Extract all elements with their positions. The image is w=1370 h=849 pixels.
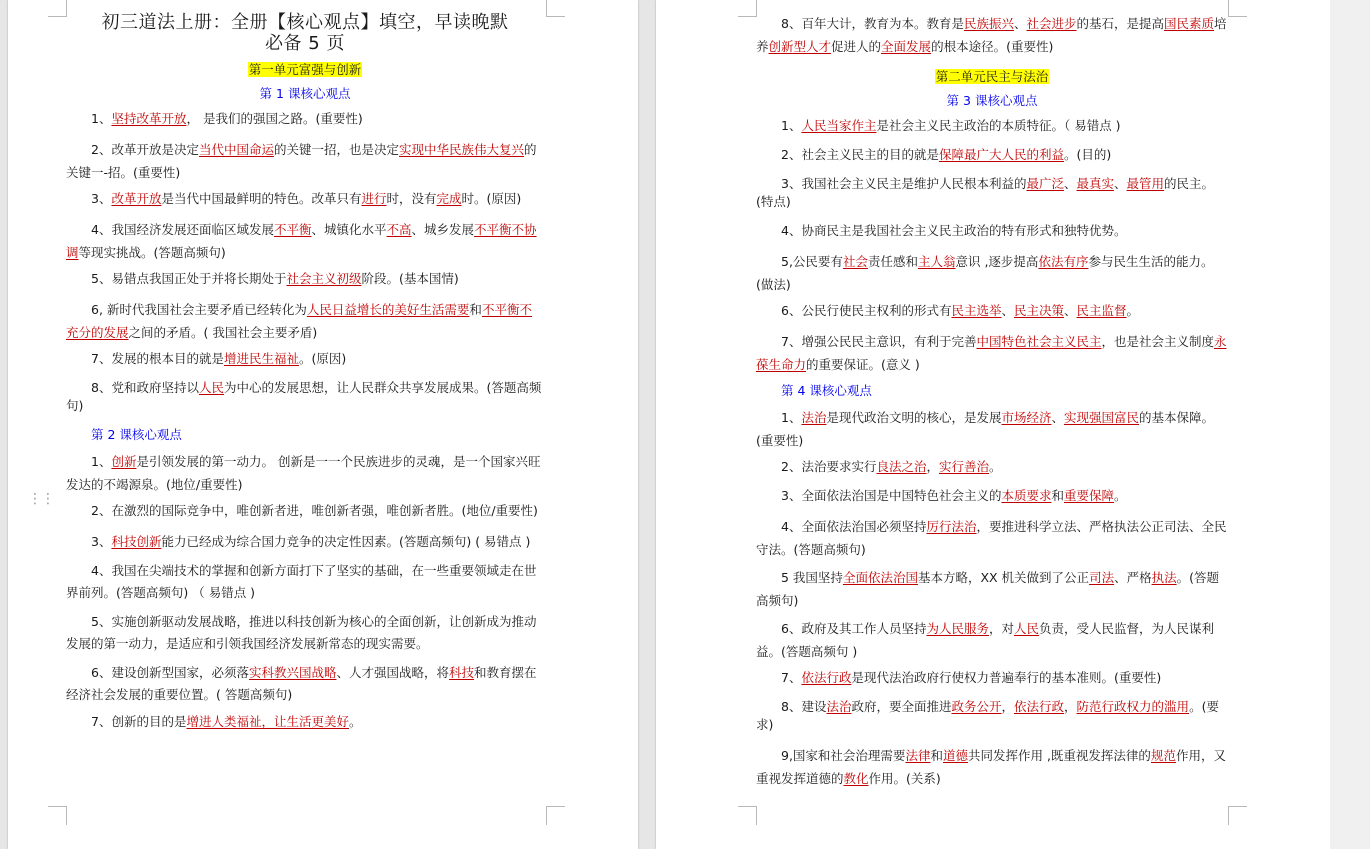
paragraph-text: 、 — [1001, 303, 1014, 318]
key-point-paragraph — [756, 618, 1228, 663]
key-point-paragraph — [756, 251, 1228, 296]
paragraph-text: 5 我国坚持 — [781, 570, 843, 585]
paragraph-text: 是当代中国最鲜明的特色。改革只有 — [161, 191, 362, 206]
fill-blank-answer: 民族振兴 — [963, 16, 1014, 31]
paragraph-text: 6、建设创新型国家，必须落 — [91, 664, 249, 680]
fill-blank-answer: 坚持改革开放 — [111, 111, 187, 126]
fill-blank-answer: 人民 — [1014, 621, 1040, 636]
fill-blank-answer: 良法之治 — [876, 459, 927, 474]
paragraph-text: 基本方略，XX 机关做到了公正 — [917, 570, 1090, 585]
fill-blank-answer: 完成 — [436, 191, 462, 206]
key-point-paragraph — [66, 190, 544, 208]
paragraph-text: 1、 — [91, 454, 112, 469]
fill-blank-answer: 人民日益增长的美好生活需要 — [306, 302, 470, 317]
title-line: 初三道法上册：全册【核心观点】填空，早读晚默 — [101, 12, 509, 33]
paragraph-text: 是引领发展的第一动力。 创新是一一个民族进步的灵魂，是一个国家兴旺发达的不竭源泉。(地位/重要性) — [66, 454, 541, 492]
paragraph-text: 8、百年大计，教育为本。教育是 — [781, 16, 964, 31]
paragraph-text: 9,国家和社会治理需要 — [781, 748, 906, 763]
fill-blank-answer: 司法 — [1089, 570, 1115, 585]
paragraph-text: 的关键一招，也是决定 — [273, 142, 399, 157]
paragraph-text: 3、我国社会主义民主是维护人民根本利益的 — [781, 176, 1027, 191]
paragraph-text: 时。(原因) — [461, 191, 522, 206]
fill-blank-answer: 实科教兴国战略 — [248, 664, 337, 680]
fill-blank-answer: 实行善治 — [939, 459, 990, 474]
paragraph-text: ，对 — [988, 621, 1014, 636]
fill-blank-answer: 重要保障 — [1064, 488, 1115, 503]
fill-blank-answer: 最真实 — [1076, 176, 1115, 191]
paragraph-text: ， — [1064, 699, 1077, 714]
fill-blank-answer: 人民当家作主 — [801, 118, 877, 133]
key-point-paragraph — [756, 669, 1228, 687]
page-corner-mark — [1228, 806, 1247, 825]
unit-heading — [756, 68, 1228, 86]
page-corner-mark — [738, 0, 757, 17]
page-content — [66, 0, 544, 742]
page-corner-mark — [738, 806, 757, 825]
key-point-paragraph — [66, 139, 544, 184]
scrollbar-track[interactable] — [1330, 0, 1370, 849]
paragraph-text: 5、易错点我国正处于并将长期处于 — [91, 271, 287, 286]
paragraph-text: 。 — [1126, 303, 1140, 318]
paragraph-text: 、城乡发展 — [411, 222, 475, 237]
page-corner-mark — [48, 0, 67, 17]
key-point-paragraph — [756, 487, 1228, 505]
document-page-left — [8, 0, 638, 849]
unit-heading-text: 第二单元民主与法治 — [935, 69, 1049, 84]
paragraph-text: 8、建设 — [781, 699, 827, 714]
fill-blank-answer: 社会 — [842, 254, 868, 269]
lesson-heading: 第 2 课核心观点 — [91, 427, 182, 442]
fill-blank-answer: 人民 — [198, 380, 224, 395]
key-point-paragraph — [756, 516, 1228, 561]
key-point-paragraph — [66, 713, 544, 731]
page-corner-mark — [546, 0, 565, 17]
fill-blank-answer: 民主决策 — [1014, 303, 1065, 318]
key-point-paragraph — [66, 502, 544, 520]
paragraph-text: ， — [926, 459, 939, 474]
fill-blank-answer: 进行 — [361, 191, 387, 206]
key-point-paragraph — [66, 110, 544, 128]
key-point-paragraph — [66, 560, 544, 605]
fill-blank-answer: 当代中国命运 — [198, 142, 274, 157]
paragraph-text: 培养 — [756, 16, 1227, 54]
paragraph-text: 和 — [469, 302, 482, 317]
paragraph-text: 的关键一-招。(重要性) — [66, 142, 537, 180]
fill-blank-answer: 法律 — [905, 748, 931, 763]
paragraph-text: 、 — [1013, 16, 1027, 31]
paragraph-text: 参与民生生活的能力。(做法) — [756, 254, 1214, 292]
paragraph-text: 、严格 — [1114, 570, 1152, 585]
fill-blank-answer: 改革开放 — [111, 191, 162, 206]
lesson3-list — [756, 117, 1228, 376]
paragraph-text: 2、在激烈的国际竞争中，唯创新者进，唯创新者强，唯创新者胜。(地位/重要性) — [91, 503, 538, 518]
paragraph-text: 和 — [930, 748, 943, 763]
paragraph-text: ，要推进科学立法、严格执法公正司法、全民守法。(答题高频句) — [756, 519, 1227, 557]
fill-blank-answer: 不平衡 — [273, 222, 312, 237]
paragraph-text: 负责，受人民监督，为人民谋利益。(答题高频句 ) — [756, 621, 1215, 659]
paragraph-text: 的根本途径。(重要性) — [931, 38, 1054, 54]
fill-blank-answer: 防范行政权力的滥用 — [1076, 699, 1190, 714]
fill-blank-answer: 民主监督 — [1076, 303, 1127, 318]
key-point-paragraph — [756, 567, 1228, 612]
paragraph-text: 等现实挑战。(答题高频句) — [78, 244, 226, 260]
key-point-paragraph — [66, 611, 544, 656]
paragraph-text: 。(答题高频句) — [756, 570, 1219, 608]
key-point-paragraph — [66, 379, 544, 415]
fill-blank-answer: 社会进步 — [1026, 16, 1077, 31]
fill-blank-answer: 法治 — [801, 410, 827, 425]
paragraph-text: 4、全面依法治国必须坚持 — [781, 519, 927, 534]
unit-heading — [66, 61, 544, 79]
key-point-paragraph — [66, 219, 544, 264]
paragraph-text: 3、全面依法治国是中国特色社会主义的 — [781, 488, 1002, 503]
paragraph-text: 4、协商民主是我国社会主义民主政治的特有形式和独特优势。 — [781, 223, 1127, 238]
paragraph-text: 8、党和政府坚持以 — [91, 380, 199, 395]
paragraph-text: 作用。(关系) — [868, 770, 941, 786]
key-point-paragraph — [756, 117, 1228, 135]
fill-blank-answer: 实现中华民族伟大复兴 — [399, 142, 525, 157]
key-point-paragraph — [66, 451, 544, 496]
fill-blank-answer: 教化 — [843, 770, 869, 786]
fill-blank-answer: 不平衡不协调 — [66, 222, 537, 260]
fill-blank-answer: 为人民服务 — [926, 621, 989, 636]
fill-blank-answer: 主人翁 — [917, 254, 956, 269]
fill-blank-answer: 增进民生福祉 — [223, 351, 299, 366]
fill-blank-answer: 法治 — [826, 699, 852, 714]
paragraph-text: 共同发挥作用 ,既重视发挥法律的 — [967, 748, 1151, 763]
paragraph-text: 1、 — [781, 410, 802, 425]
paragraph-text: 5、实施创新驱动发展战略，推进以科技创新为核心的全面创新，让创新成为推动发展的第一动力，是适应和引领我国经济发展新常态的现实需要。 — [66, 613, 537, 651]
key-point-paragraph — [66, 531, 544, 554]
fill-blank-answer: 保障最广大人民的利益 — [938, 147, 1064, 162]
fill-blank-answer: 依法有序 — [1038, 254, 1089, 269]
key-point-paragraph — [66, 662, 544, 707]
title-line: 必备 5 页 — [265, 33, 345, 54]
carryover-paragraph — [756, 13, 1228, 58]
paragraph-text: 1、 — [781, 118, 802, 133]
paragraph-text: 1、 — [91, 111, 112, 126]
fill-blank-answer: 中国特色社会主义民主 — [976, 334, 1102, 349]
paragraph-text: 5,公民要有 — [781, 254, 843, 269]
paragraph-text: 、 — [1114, 176, 1127, 191]
paragraph-text: 。 — [989, 459, 1002, 474]
key-point-paragraph — [66, 270, 544, 288]
fill-blank-answer: 市场经济 — [1001, 410, 1052, 425]
paragraph-text: 。(要求) — [756, 699, 1219, 732]
paragraph-text: 。(原因) — [298, 351, 347, 366]
paragraph-text: 阶段。(基本国情) — [361, 271, 459, 286]
page-content — [756, 0, 1228, 796]
paragraph-text: 。(目的) — [1063, 147, 1112, 162]
lesson4-list — [756, 407, 1228, 790]
paragraph-text: 3、 — [91, 191, 112, 206]
lesson1-list — [66, 110, 544, 415]
paragraph-text: 的重要保证。(意义 ) — [806, 356, 920, 372]
key-point-paragraph — [756, 13, 1228, 58]
paragraph-text: 、人才强国战略，将 — [336, 664, 449, 680]
key-point-paragraph — [756, 222, 1228, 240]
page-corner-mark — [546, 806, 565, 825]
fill-blank-answer: 不平衡不充分的发展 — [66, 302, 532, 340]
fill-blank-answer: 全面发展 — [881, 38, 932, 54]
paragraph-text: 7、发展的根本目的就是 — [91, 351, 224, 366]
key-point-paragraph — [756, 407, 1228, 452]
lesson-heading: 第 3 课核心观点 — [946, 93, 1038, 108]
key-point-paragraph — [756, 698, 1228, 734]
fill-blank-answer: 执法 — [1151, 570, 1177, 585]
paragraph-text: 的民主。(特点) — [756, 176, 1215, 209]
key-point-paragraph — [756, 302, 1228, 320]
key-point-paragraph — [756, 331, 1228, 376]
key-point-paragraph — [756, 175, 1228, 211]
paragraph-text: 时，没有 — [386, 191, 437, 206]
fill-blank-answer: 政务公开 — [951, 699, 1002, 714]
fill-blank-answer: 民主选举 — [951, 303, 1002, 318]
fill-blank-answer: 厉行法治 — [926, 519, 977, 534]
fill-blank-answer: 本质要求 — [1001, 488, 1052, 503]
fill-blank-answer: 增进人类福祉，让生活更美好 — [186, 713, 349, 729]
paragraph-text: 7、 — [781, 670, 802, 685]
paragraph-text: 是社会主义民主政治的本质特征。（ 易错点 ) — [876, 118, 1121, 133]
key-point-paragraph — [66, 299, 544, 344]
fill-blank-answer: 规范 — [1150, 748, 1176, 763]
paragraph-text: 2、法治要求实行 — [781, 459, 877, 474]
lesson-heading: 第 4 课核心观点 — [781, 383, 872, 398]
paragraph-text: 6、政府及其工作人员坚持 — [781, 621, 927, 636]
paragraph-text: ，也是社会主义制度 — [1101, 334, 1214, 349]
paragraph-text: ， — [1001, 699, 1015, 714]
paragraph-text: 责任感和 — [867, 254, 918, 269]
paragraph-text: 7、增强公民民主意识，有利于完善 — [781, 334, 977, 349]
paragraph-text: 的基石，是提高 — [1076, 16, 1165, 31]
fill-blank-answer: 不高 — [386, 222, 412, 237]
fill-blank-answer: 依法行政 — [1014, 699, 1065, 714]
key-point-paragraph — [66, 350, 544, 368]
paragraph-text: 和 — [1051, 488, 1064, 503]
fill-blank-answer: 创新 — [111, 454, 137, 469]
paragraph-text: 为中心的发展思想，让人民群众共享发展成果。(答题高频句) — [66, 380, 542, 413]
paragraph-text: 的基本保障。(重要性) — [756, 410, 1215, 448]
unit-heading-text: 第一单元富强与创新 — [248, 62, 362, 77]
paragraph-text: 和教育摆在经济社会发展的重要位置。( 答题高频句) — [66, 664, 537, 702]
paragraph-text: 。 — [348, 713, 362, 729]
lesson-heading: 第 1 课核心观点 — [259, 86, 351, 101]
paragraph-text: 能力已经成为综合国力竞争的决定性因素。(答题高频句) ( 易错点 ) — [161, 534, 531, 549]
paragraph-text: 作用，又重视发挥道德的 — [756, 748, 1226, 786]
paragraph-text: 。 — [1114, 488, 1127, 503]
paragraph-text: 4、我国在尖端技术的掌握和创新方面打下了坚实的基础，在一些重要领域走在世界前列。(答题高频句) （ 易错点 ) — [66, 562, 537, 600]
paragraph-text: 是现代法治政府行使权力普遍奉行的基本准则。(重要性) — [851, 670, 1162, 685]
paragraph-text: 6, 新时代我国社会主要矛盾已经转化为 — [91, 302, 307, 317]
key-point-paragraph — [756, 458, 1228, 476]
paragraph-text: 、 — [1064, 303, 1077, 318]
page-corner-mark — [1228, 0, 1247, 17]
paragraph-text: ， 是我们的强国之路。(重要性) — [186, 111, 363, 126]
document-page-right — [656, 0, 1330, 849]
drag-handle-icon[interactable]: ⋮⋮ — [28, 491, 54, 507]
document-title — [66, 12, 544, 54]
fill-blank-answer: 依法行政 — [801, 670, 852, 685]
paragraph-text: 意识 ,逐步提高 — [955, 254, 1039, 269]
paragraph-text: 2、改革开放是决定 — [91, 142, 199, 157]
paragraph-text: 是现代政治文明的核心，是发展 — [826, 410, 1002, 425]
fill-blank-answer: 创新型人才 — [768, 38, 832, 54]
fill-blank-answer: 实现强国富民 — [1064, 410, 1140, 425]
paragraph-text: 、 — [1051, 410, 1065, 425]
paragraph-text: 6、公民行使民主权利的形式有 — [781, 303, 952, 318]
paragraph-text: 、 — [1063, 176, 1077, 191]
paragraph-text: 、城镇化水平 — [311, 222, 387, 237]
lesson2-list — [66, 451, 544, 731]
fill-blank-answer: 道德 — [942, 748, 968, 763]
fill-blank-answer: 国民素质 — [1164, 16, 1215, 31]
paragraph-text: 促进人的 — [831, 38, 882, 54]
key-point-paragraph — [756, 745, 1228, 790]
fill-blank-answer: 科技创新 — [111, 534, 162, 549]
fill-blank-answer: 永葆生命力 — [756, 334, 1227, 372]
fill-blank-answer: 社会主义初级 — [286, 271, 362, 286]
paragraph-text: 3、 — [91, 534, 112, 549]
fill-blank-answer: 科技 — [449, 664, 475, 680]
paragraph-text: 4、我国经济发展还面临区域发展 — [91, 222, 274, 237]
paragraph-text: 7、创新的目的是 — [91, 713, 187, 729]
paragraph-text: 政府，要全面推进 — [851, 699, 952, 714]
paragraph-text: 之间的矛盾。( 我国社会主要矛盾) — [128, 324, 318, 340]
paragraph-text: 2、社会主义民主的目的就是 — [781, 147, 939, 162]
fill-blank-answer: 全面依法治国 — [842, 570, 918, 585]
fill-blank-answer: 最管用 — [1126, 176, 1165, 191]
key-point-paragraph — [756, 146, 1228, 164]
fill-blank-answer: 最广泛 — [1026, 176, 1064, 191]
page-corner-mark — [48, 806, 67, 825]
